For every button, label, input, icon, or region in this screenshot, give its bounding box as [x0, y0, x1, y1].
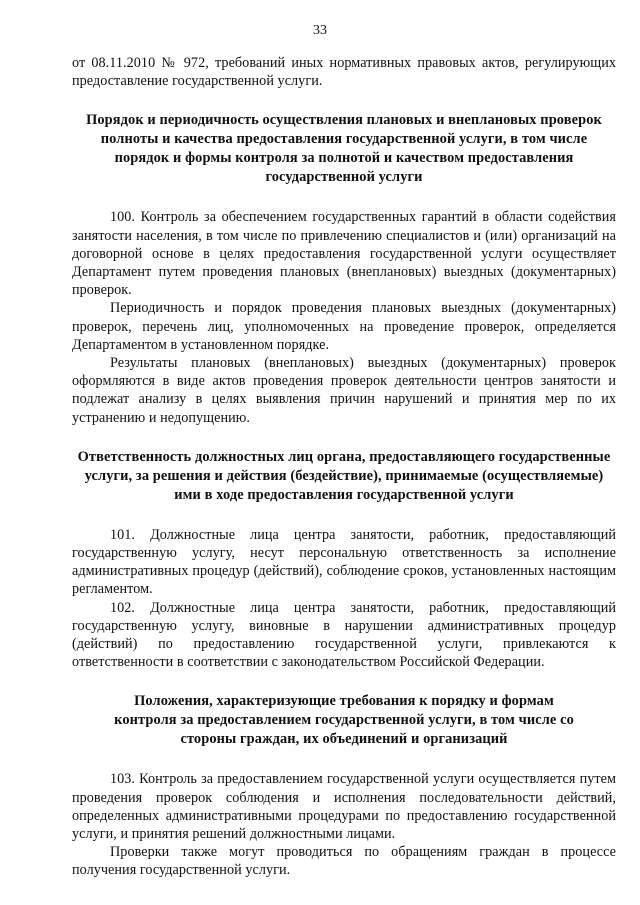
- paragraph-citizen-appeals: Проверки также могут проводиться по обращениям граждан в процессе получения государственной услуги.: [72, 844, 616, 879]
- page-content: [72, 54, 616, 880]
- section-heading-control-forms: Положения, характеризующие требования к порядку и формам контроля за предоставлением государственной услуги, в том числе со стороны граждан, их объединений и организаций: [114, 693, 574, 748]
- paragraph-102: 102. Должностные лица центра занятости, работник, предоставляющий государственную услугу, виновные в нарушении административных процедур (действий) по предоставлению государственной услуги, привлекаются к ответственности в соответствии с законодательством Российской Федерации.: [72, 599, 616, 671]
- intro-paragraph: от 08.11.2010 № 972, требований иных нормативных правовых актов, регулирующих предоставление государственной услуги.: [72, 55, 616, 90]
- section-heading-responsibility: Ответственность должностных лиц органа, предоставляющего государственные услуги, за решения и действия (бездействие), принимаемые (осуществляемые) ими в ходе предоставления государственной услуги: [77, 448, 611, 503]
- paragraph-results: Результаты плановых (внеплановых) выездных (документарных) проверок оформляются в виде актов проведения проверок деятельности центров занятости и подлежат анализу в целях выявления причин нарушений и принятия мер по их устранению и недопущению.: [72, 355, 616, 426]
- section-heading-inspections: Порядок и периодичность осуществления плановых и внеплановых проверок полноты и качества предоставления государственной услуги, в том числе порядок и формы контроля за полнотой и качеством предоставления государственной услуги: [86, 112, 602, 186]
- paragraph-101: 101. Должностные лица центра занятости, работник, предоставляющий государственную услугу, несут персональную ответственность за исполнение административных процедур (действий), соблюдение сроков, установленных настоящим регламентом.: [72, 526, 616, 598]
- paragraph-100: 100. Контроль за обеспечением государственных гарантий в области содействия занятости населения, в том числе по привлечению специалистов и (или) организаций на договорной основе в целях предоставления государственной услуги осуществляет Департамент путем проведения плановых (внеплановых) выездных (документарных) проверок.: [72, 209, 616, 299]
- paragraph-periodicity: Периодичность и порядок проведения плановых выездных (документарных) проверок, перечень лиц, уполномоченных на проведение проверок, определяется Департаментом в установленном порядке.: [72, 300, 616, 353]
- page-number: 33: [313, 23, 327, 38]
- paragraph-103: 103. Контроль за предоставлением государственной услуги осуществляется путем проведения проверок соблюдения и исполнения последовательности действий, определенных административными процедурами по предоставлению государственной услуги, и принятия решений должностными лицами.: [72, 771, 616, 843]
